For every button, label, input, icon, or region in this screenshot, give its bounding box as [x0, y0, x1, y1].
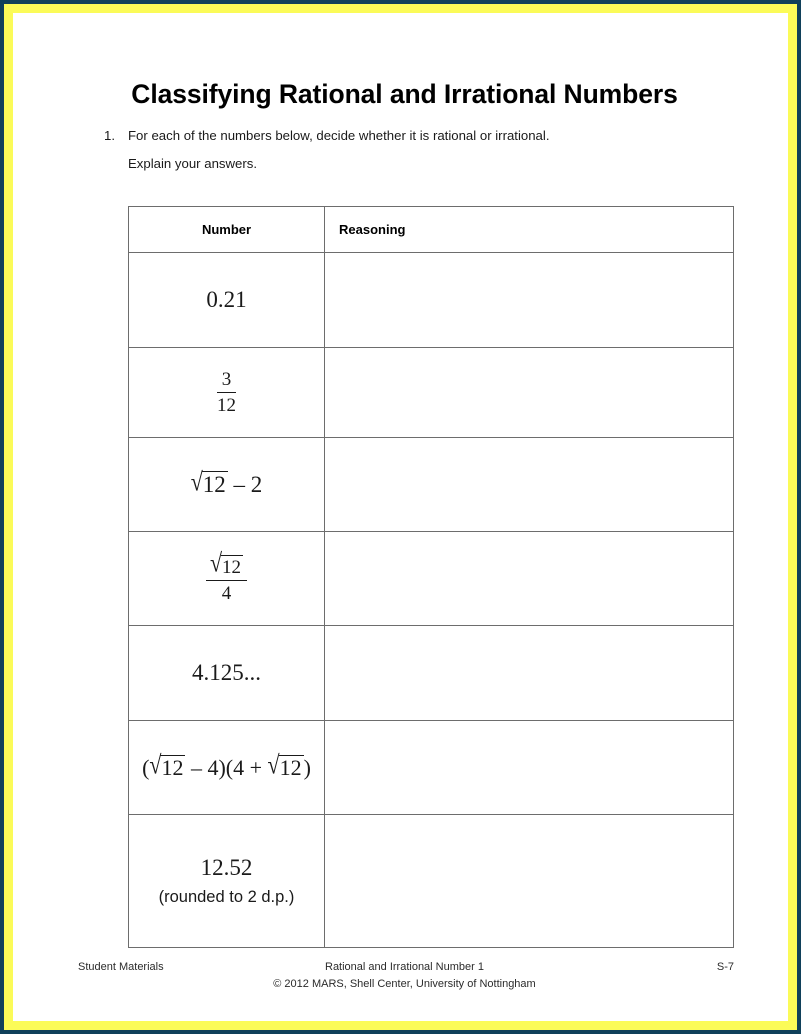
radical-icon [190, 467, 228, 497]
radical-sign: √ [149, 749, 162, 780]
table-row [129, 253, 734, 348]
radical-icon [209, 547, 243, 579]
radical-icon [149, 749, 185, 780]
instruction-text-2: Explain your answers. [128, 155, 258, 171]
radical-sign: √ [190, 467, 203, 497]
number-cell-5 [129, 721, 325, 815]
radical-sign: √ [209, 547, 223, 577]
reasoning-cell-6[interactable] [325, 815, 734, 948]
instruction-text-1: For each of the numbers below, decide whether it is rational or irrational. [128, 128, 550, 143]
sqrt-12-minus-2 [190, 467, 263, 497]
radicand: 12 [202, 472, 226, 497]
column-header-reasoning: Reasoning [325, 207, 734, 253]
table-row [129, 626, 734, 721]
fraction-denominator: 4 [221, 582, 232, 604]
footer-center-text: Rational and Irrational Number 1 [325, 961, 484, 973]
reasoning-cell-0[interactable] [325, 253, 734, 348]
fraction-numerator: 3 [217, 369, 236, 393]
fraction-numerator [206, 547, 247, 581]
fraction-3-over-12 [217, 369, 236, 417]
fraction-denominator: 12 [217, 394, 236, 416]
number-value-0: 0.21 [206, 287, 247, 312]
number-cell-4 [129, 626, 325, 721]
number-cell-3 [129, 532, 325, 626]
worksheet-page [13, 13, 788, 1021]
expression-tail: – 2 [227, 472, 263, 497]
page-title: Classifying Rational and Irrational Numbers [131, 79, 678, 109]
product-expression [142, 749, 311, 780]
footer-left-text: Student Materials [78, 961, 164, 973]
instruction-line-2 [104, 156, 744, 173]
radicand: 12 [222, 556, 242, 578]
number-cell-0 [129, 253, 325, 348]
fraction-sqrt12-over-4 [206, 547, 247, 605]
instructions [104, 128, 744, 172]
table-row [129, 815, 734, 948]
footer-copyright: © 2012 MARS, Shell Center, University of Nottingham [273, 978, 536, 990]
page-content [13, 13, 788, 1021]
column-header-number: Number [129, 207, 325, 253]
table-row [129, 438, 734, 532]
reasoning-cell-5[interactable] [325, 721, 734, 815]
radicand: 12 [161, 754, 184, 780]
classification-table [128, 206, 734, 948]
page-footer [13, 961, 788, 1001]
number-cell-2 [129, 438, 325, 532]
reasoning-cell-2[interactable] [325, 438, 734, 532]
reasoning-cell-1[interactable] [325, 348, 734, 438]
number-value-4: 4.125... [192, 660, 261, 685]
expression-middle: – 4)(4 + [185, 754, 268, 780]
radical-icon [267, 749, 304, 780]
list-marker: 1. [104, 128, 115, 143]
table-header-row [129, 207, 734, 253]
table-row [129, 532, 734, 626]
footer-top-row [13, 961, 788, 977]
instruction-line-1 [104, 128, 744, 145]
radical-sign: √ [267, 749, 280, 780]
table-row [129, 721, 734, 815]
number-value-6: 12.52 [200, 855, 253, 880]
table-row [129, 348, 734, 438]
footer-page-number: S-7 [716, 961, 734, 973]
close-paren-2: ) [303, 754, 311, 780]
page-border-inner [4, 4, 797, 1030]
open-paren-1: ( [142, 754, 150, 780]
rounding-note: (rounded to 2 d.p.) [158, 888, 295, 906]
reasoning-cell-3[interactable] [325, 532, 734, 626]
radicand: 12 [279, 754, 302, 780]
reasoning-cell-4[interactable] [325, 626, 734, 721]
number-cell-6 [129, 815, 325, 948]
number-cell-1 [129, 348, 325, 438]
